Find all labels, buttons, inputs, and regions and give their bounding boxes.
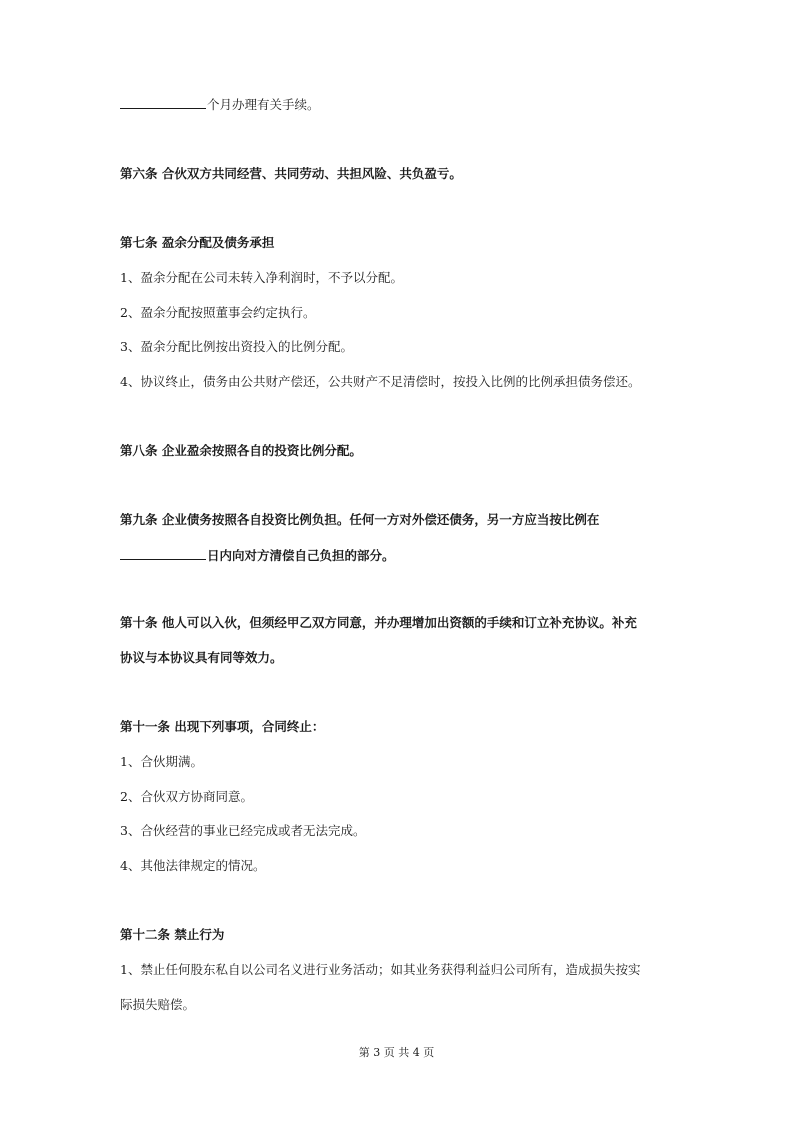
article-7-item: 4、协议终止，债务由公共财产偿还，公共财产不足清偿时，按投入比例的比例承担债务偿还。 <box>120 374 641 389</box>
page-number: 第 3 页 共 4 页 <box>358 1046 435 1059</box>
article-11-item: 1、合伙期满。 <box>120 754 203 769</box>
article-7-item: 2、盈余分配按照董事会约定执行。 <box>120 305 316 320</box>
article-7-item: 1、盈余分配在公司未转入净利润时，不予以分配。 <box>120 270 403 285</box>
article-12-item-line-2: 际损失赔偿。 <box>120 997 196 1012</box>
fill-in-blank <box>120 96 206 109</box>
article-9-line-2 <box>120 547 395 564</box>
fill-in-blank <box>120 547 206 560</box>
article-10-line-1: 第十条 他人可以入伙，但须经甲乙双方同意，并办理增加出资额的手续和订立补充协议。补充 <box>120 615 637 630</box>
article-11-title: 第十一条 出现下列事项，合同终止： <box>120 719 325 734</box>
continued-text: 个月办理有关手续。 <box>207 97 320 112</box>
article-8: 第八条 企业盈余按照各自的投资比例分配。 <box>120 443 362 458</box>
article-12-title: 第十二条 禁止行为 <box>120 927 225 942</box>
article-7-item: 3、盈余分配比例按出资投入的比例分配。 <box>120 339 353 354</box>
article-12-item-line-1: 1、禁止任何股东私自以公司名义进行业务活动；如其业务获得利益归公司所有，造成损失按实 <box>120 962 641 977</box>
article-10-line-2: 协议与本协议具有同等效力。 <box>120 650 283 665</box>
continued-line <box>120 96 320 113</box>
article-6: 第六条 合伙双方共同经营、共同劳动、共担风险、共负盈亏。 <box>120 166 462 181</box>
article-9-text: 日内向对方清偿自己负担的部分。 <box>207 548 395 563</box>
article-11-item: 4、其他法律规定的情况。 <box>120 858 266 873</box>
article-7-title: 第七条 盈余分配及债务承担 <box>120 235 275 250</box>
article-11-item: 2、合伙双方协商同意。 <box>120 789 253 804</box>
article-11-item: 3、合伙经营的事业已经完成或者无法完成。 <box>120 823 366 838</box>
article-9-line-1: 第九条 企业债务按照各自投资比例负担。任何一方对外偿还债务，另一方应当按比例在 <box>120 512 600 527</box>
